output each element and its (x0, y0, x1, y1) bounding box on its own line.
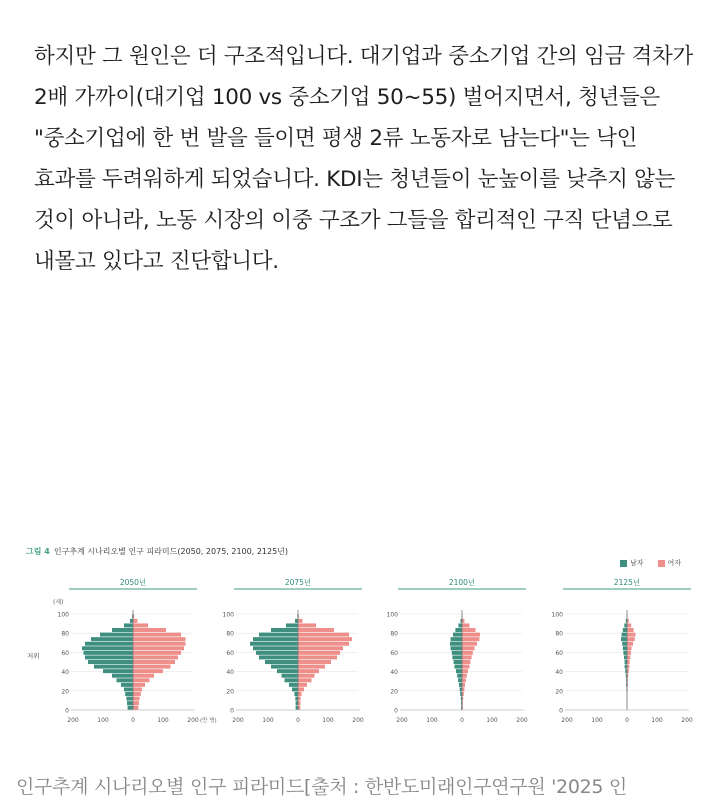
bar-female (462, 642, 477, 646)
bar-female (133, 674, 154, 678)
bar-male (112, 674, 133, 678)
x-tick-label: 200 (187, 717, 199, 724)
bar-female (627, 655, 630, 659)
bar-male (128, 706, 133, 710)
bar-male (451, 646, 462, 650)
x-tick-label: 100 (97, 717, 109, 724)
bar-male (91, 637, 133, 641)
y-tick-label: 100 (386, 611, 398, 619)
bar-male (458, 678, 462, 682)
y-tick-label: 80 (226, 630, 234, 638)
bar-male (253, 637, 298, 641)
bar-male (85, 642, 133, 646)
bar-female (627, 637, 635, 641)
chart-legend (620, 558, 681, 568)
y-tick-label: 60 (555, 649, 563, 657)
bar-female (298, 633, 349, 637)
bar-male (103, 669, 133, 673)
bar-male (124, 623, 133, 627)
bar-male (253, 646, 298, 650)
bar-female (133, 655, 178, 659)
bar-male (623, 651, 627, 655)
bar-male (452, 651, 462, 655)
x-tick-label: 200 (681, 717, 693, 724)
bar-female (133, 701, 139, 705)
bar-male (450, 642, 462, 646)
bar-female (133, 669, 163, 673)
bar-male (125, 692, 133, 696)
population-pyramids (0, 570, 714, 735)
bar-male (456, 669, 462, 673)
bar-male (130, 619, 133, 623)
y-tick-label: 80 (61, 630, 69, 638)
bar-female (627, 646, 632, 650)
panel-title: 2050년 (119, 578, 147, 587)
bar-female (133, 697, 140, 701)
bar-male (457, 674, 462, 678)
y-tick-label: 100 (551, 611, 563, 619)
bar-male (459, 683, 462, 687)
x-tick-label: 200 (561, 717, 573, 724)
bar-male (100, 633, 133, 637)
bar-male (455, 628, 462, 632)
bar-male (623, 628, 627, 632)
y-tick-label: 0 (65, 707, 69, 715)
y-tick-label: 20 (390, 688, 398, 696)
bar-female (133, 637, 186, 641)
bar-female (133, 706, 138, 710)
bar-male (452, 655, 462, 659)
bar-female (462, 660, 470, 664)
bar-female (133, 651, 181, 655)
bar-male (294, 692, 298, 696)
x-tick-label: 200 (232, 717, 244, 724)
bar-male (121, 683, 133, 687)
bar-male (82, 646, 133, 650)
bar-female (298, 683, 307, 687)
bar-female (133, 619, 138, 623)
bar-female (627, 651, 631, 655)
bar-male (126, 697, 133, 701)
bar-male (289, 683, 298, 687)
x-tick-label: 100 (426, 717, 438, 724)
bar-female (462, 633, 480, 637)
bar-male (124, 687, 133, 691)
bar-female (462, 683, 465, 687)
bar-female (298, 651, 340, 655)
bar-female (298, 655, 337, 659)
bar-female (627, 642, 633, 646)
x-tick-label: 200 (516, 717, 528, 724)
y-tick-label: 100 (57, 611, 69, 619)
bar-female (627, 660, 630, 664)
bar-female (298, 623, 316, 627)
bar-female (627, 623, 631, 627)
bar-male (94, 665, 133, 669)
panel-title: 2100년 (448, 578, 476, 587)
y-tick-label: 20 (61, 688, 69, 696)
article-paragraph: 하지만 그 원인은 더 구조적입니다. 대기업과 중소기업 간의 임금 격차가 2배 가까이(대기업 100 vs 중소기업 50~55) 벌어지면서, 청년들은 "중소기업에 한 번 발을 들이면 평생 2류 노동자로 남는다"는 낙인 효과를 두려워하게 되었습니다. KDI는 청년들이 눈높이를 낮추지 않는 것이 아니라, 노동 시장의 이중 구조가 그들을 합리적인 구직 단념으로 내몰고 있다고 진단합니다. (34, 44, 693, 274)
figure-title-text: 인구추계 시나리오별 인구 피라미드(2050, 2075, 2100, 2125년) (53, 547, 289, 556)
bar-female (298, 692, 302, 696)
bar-male (277, 669, 298, 673)
bar-female (462, 646, 475, 650)
bar-female (133, 692, 141, 696)
y-tick-label: 60 (61, 649, 69, 657)
x-tick-label: 0 (296, 717, 300, 724)
bar-male (88, 660, 133, 664)
y-tick-label: 0 (394, 707, 398, 715)
y-tick-label: 40 (390, 669, 398, 677)
bar-female (462, 669, 468, 673)
x-tick-label: 100 (322, 717, 334, 724)
bar-female (298, 646, 343, 650)
y-tick-label: 60 (390, 649, 398, 657)
figure-number: 그림 4 (26, 547, 50, 556)
bar-female (133, 633, 181, 637)
bar-male (453, 633, 462, 637)
bar-female (133, 623, 148, 627)
bar-female (298, 628, 334, 632)
bar-female (298, 674, 315, 678)
x-tick-label: 200 (396, 717, 408, 724)
bar-female (133, 678, 150, 682)
x-tick-label: 100 (591, 717, 603, 724)
bar-male (623, 646, 627, 650)
x-tick-label: 0 (131, 717, 135, 724)
bar-female (462, 628, 476, 632)
bar-male (85, 655, 133, 659)
bar-female (298, 665, 325, 669)
bar-male (624, 623, 627, 627)
bar-female (627, 633, 635, 637)
y-tick-label: 40 (555, 669, 563, 677)
bar-male (282, 674, 299, 678)
bar-female (462, 665, 470, 669)
y-tick-label: 20 (555, 688, 563, 696)
x-axis-unit: (만 명) (200, 718, 217, 724)
bar-female (298, 619, 303, 623)
x-tick-label: 0 (460, 717, 464, 724)
bar-female (462, 678, 466, 682)
bar-male (250, 642, 298, 646)
y-tick-label: 100 (222, 611, 234, 619)
figure-caption: 인구추계 시나리오별 인구 피라미드[출처 : 한반도미래인구연구원 '2025 인 (16, 776, 627, 798)
panel-title: 2125년 (613, 578, 641, 587)
bar-male (454, 660, 462, 664)
y-axis-label: 저위 (27, 652, 40, 660)
bar-male (259, 655, 298, 659)
bar-female (462, 651, 473, 655)
bar-male (259, 633, 298, 637)
x-tick-label: 100 (157, 717, 169, 724)
bar-female (298, 697, 301, 701)
bar-female (462, 655, 472, 659)
y-tick-label: 20 (226, 688, 234, 696)
bar-male (271, 628, 298, 632)
bar-female (298, 642, 349, 646)
bar-male (117, 678, 134, 682)
bar-male (112, 628, 133, 632)
bar-male (292, 687, 298, 691)
bar-male (295, 697, 298, 701)
bar-female (298, 687, 304, 691)
y-axis-unit: (세) (53, 599, 64, 606)
x-tick-label: 200 (67, 717, 79, 724)
panel-title: 2075년 (284, 578, 312, 587)
bar-male (286, 623, 298, 627)
bar-male (458, 623, 462, 627)
bar-male (451, 637, 462, 641)
x-tick-label: 0 (625, 717, 629, 724)
bar-male (621, 637, 627, 641)
x-tick-label: 100 (651, 717, 663, 724)
y-tick-label: 80 (390, 630, 398, 638)
y-tick-label: 0 (559, 707, 563, 715)
y-tick-label: 80 (555, 630, 563, 638)
legend-swatch-male (620, 560, 627, 567)
bar-male (622, 642, 627, 646)
bar-female (298, 660, 331, 664)
bar-female (627, 628, 634, 632)
x-tick-label: 100 (486, 717, 498, 724)
legend-label-female: 여자 (667, 559, 682, 567)
y-tick-label: 0 (230, 707, 234, 715)
x-tick-label: 100 (262, 717, 274, 724)
bar-female (462, 637, 479, 641)
bar-female (133, 683, 145, 687)
legend-swatch-female (658, 560, 665, 567)
bar-male (622, 633, 627, 637)
bar-female (133, 687, 142, 691)
bar-male (624, 655, 627, 659)
bar-male (295, 619, 298, 623)
x-tick-label: 200 (352, 717, 364, 724)
bar-female (133, 646, 184, 650)
bar-female (133, 660, 175, 664)
bar-female (298, 678, 312, 682)
bar-female (133, 642, 186, 646)
bar-female (298, 669, 319, 673)
y-tick-label: 40 (61, 669, 69, 677)
bar-female (133, 628, 166, 632)
bar-male (265, 660, 298, 664)
bar-male (256, 651, 298, 655)
bar-female (462, 674, 467, 678)
bar-male (127, 701, 133, 705)
bar-male (84, 651, 134, 655)
bar-female (298, 637, 352, 641)
bar-female (133, 665, 171, 669)
figure-title (26, 546, 288, 557)
legend-label-male: 남자 (630, 559, 644, 567)
bar-female (462, 623, 470, 627)
y-tick-label: 40 (226, 669, 234, 677)
bar-male (455, 665, 463, 669)
y-tick-label: 60 (226, 649, 234, 657)
bar-male (285, 678, 299, 682)
bar-male (271, 665, 298, 669)
